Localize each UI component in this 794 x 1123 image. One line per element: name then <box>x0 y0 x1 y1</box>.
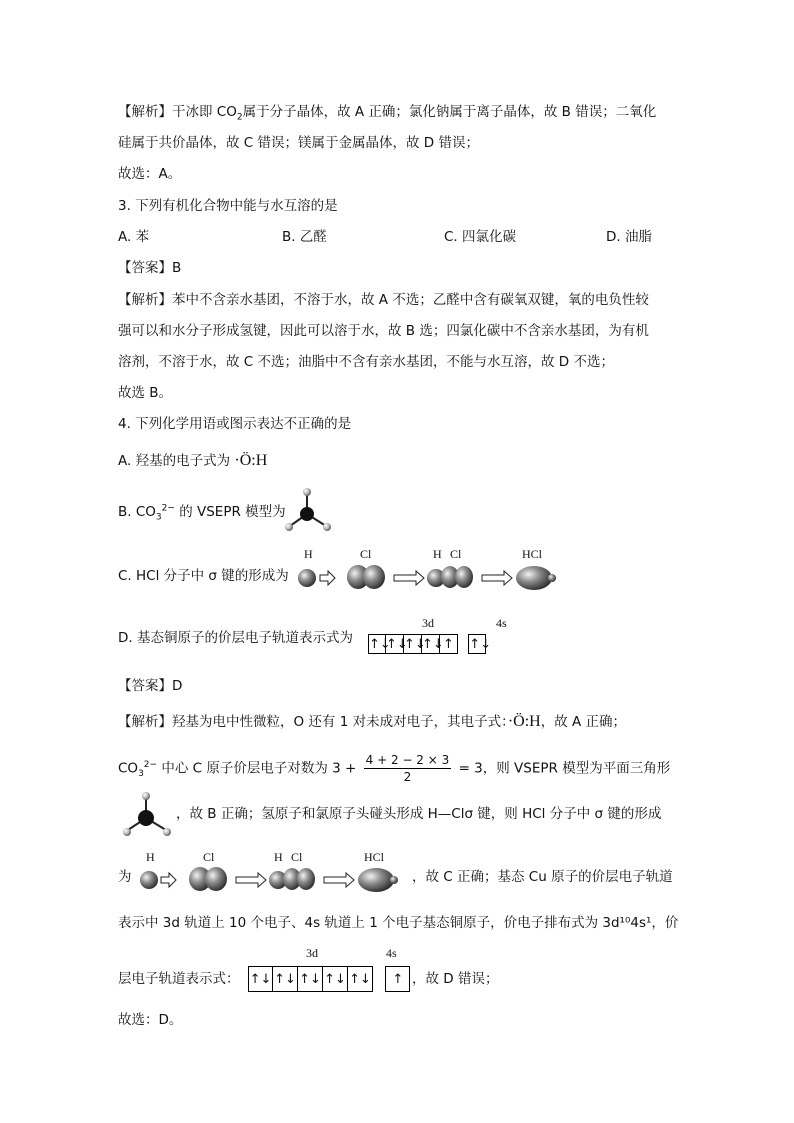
vsepr-trigonal-planar-icon-2 <box>120 790 176 840</box>
q4-analysis-2: $CO_3^{2-}$ 中心 C 原子价层电子对数为 3 + $\frac{4 + 2 - 2 \times 3}{2}$ = 3，则 VSEPR 模型为平面三角形 <box>118 753 671 784</box>
vsepr-trigonal-planar-icon <box>282 486 336 534</box>
hydroxyl-electron-formula: ·Ö:H <box>234 452 268 469</box>
q4-option-d: D. 基态铜原子的价层电子轨道表示式为 <box>118 630 353 646</box>
q4-analysis-6-post: ，故 D 错误； <box>412 971 499 987</box>
sigma-bond-diagram-analysis: H Cl H Cl HCl <box>136 848 411 894</box>
fraction: $\frac{4 + 2 - 2 \times 3}{2}$ <box>365 753 450 784</box>
q4-analysis-5: 表示中 3d 轨道上 10 个电子、4s 轨道上 1 个电子基态铜原子，价电子排布式为 3d¹⁰4s¹，价 <box>118 915 679 931</box>
q4-option-b: B. $CO_3^{2-}$ 的 VSEPR 模型为 <box>118 503 286 523</box>
p1-line1: 【解析】干冰即 $CO_2$属于分子晶体，故 A 正确；氯化钠属于离子晶体，故 B 错误；二氧化 <box>118 104 657 123</box>
q3-option-d: D. 油脂 <box>606 229 652 245</box>
q4-stem: 4. 下列化学用语或图示表达不正确的是 <box>118 416 352 432</box>
q4-answer: 【答案】D <box>118 678 183 694</box>
q4-option-c: C. HCl 分子中 σ 键的形成为 <box>118 568 289 584</box>
q4-analysis-4-post: ，故 C 正确；基态 Cu 原子的价层电子轨道 <box>412 869 673 885</box>
q3-analysis-3: 溶剂，不溶于水，故 C 不选；油脂中不含有亲水基团，不能与水互溶，故 D 不选； <box>118 354 614 370</box>
p1-choice: 故选：A。 <box>118 166 182 182</box>
sigma-bond-diagram-c: H Cl H Cl HCl <box>296 545 566 590</box>
q3-option-a: A. 苯 <box>118 229 150 245</box>
q3-answer: 【答案】B <box>118 260 182 276</box>
q4-analysis-3: ，故 B 正确；氢原子和氯原子头碰头形成 H—Clσ 键，则 HCl 分子中 σ 键的形成 <box>176 806 662 822</box>
q4-option-a: A. 羟基的电子式为 ·Ö:H <box>118 452 268 469</box>
q3-analysis-2: 强可以和水分子形成氢键，因此可以溶于水，故 B 选；四氯化碳中不含亲水基团，为有机 <box>118 323 649 339</box>
p1-line2: 硅属于共价晶体，故 C 错误；镁属于金属晶体，故 D 错误； <box>118 135 479 151</box>
q4-analysis-6-pre: 层电子轨道表示式： <box>118 971 240 987</box>
q3-choice: 故选 B。 <box>118 385 173 401</box>
q4-choice: 故选：D。 <box>118 1012 183 1028</box>
q3-option-b: B. 乙醛 <box>282 229 327 245</box>
q3-option-c: C. 四氯化碳 <box>444 229 517 245</box>
q4-analysis-4-pre: 为 <box>118 869 132 885</box>
q4-analysis-1: 【解析】羟基为电中性微粒，O 还有 1 对未成对电子，其电子式：·Ö:H，故 A 正确； <box>118 713 627 730</box>
q3-analysis-1: 【解析】苯中不含亲水基团，不溶于水，故 A 不选；乙醛中含有碳氧双键，氧的电负性较 <box>118 292 649 308</box>
q3-stem: 3. 下列有机化合物中能与水互溶的是 <box>118 198 338 214</box>
cu-orbital-diagram-d: 3d 4s ↑↓ ↑↓ ↑↓ ↑↓ ↑ ↑↓ <box>369 616 507 652</box>
cu-orbital-diagram-analysis: 3d 4s ↑↓ ↑↓ ↑↓ ↑↓ ↑↓ ↑ <box>248 966 410 992</box>
